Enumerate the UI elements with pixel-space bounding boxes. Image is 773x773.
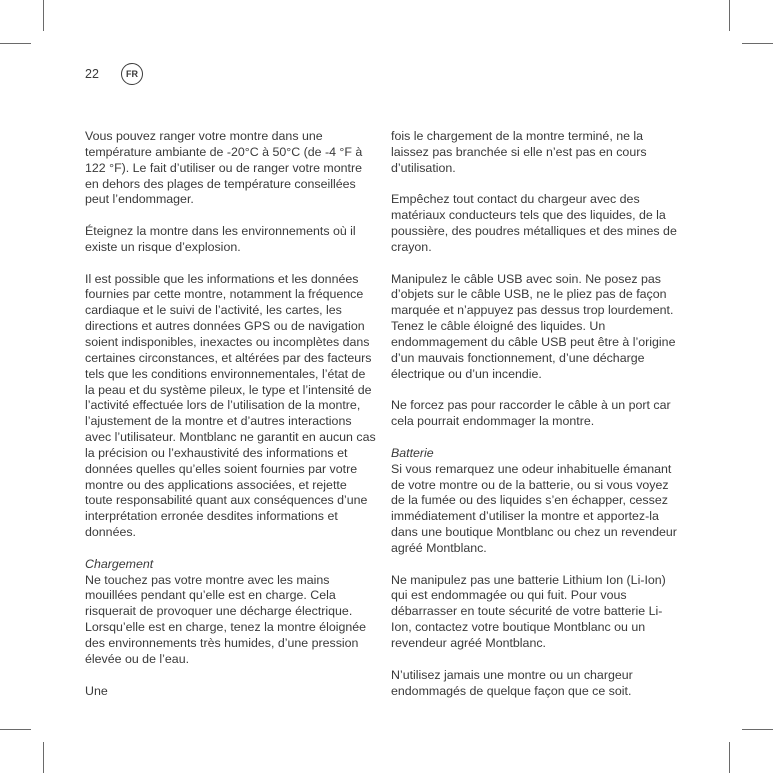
- paragraph: Ne forcez pas pour raccorder le câble à un port car cela pourrait endommager la montre.: [391, 398, 671, 429]
- paragraph: Ne manipulez pas une batterie Lithium Ion (Li-Ion) qui est endommagée ou qui fuit. Pour vous débarrasser en toute sécurité de votre batterie Li-Ion, contactez votre boutique Montblanc ou un revendeur agréé Montblanc.: [391, 572, 666, 650]
- paragraph-continuation: fois le chargement de la montre terminé, ne la laissez pas branchée si elle n’est pas en cours d’utilisation.: [391, 129, 647, 175]
- paragraph: Manipulez le câble USB avec soin. Ne posez pas d’objets sur le câble USB, ne le pliez pas de façon marquée et n’appuyez pas dessus trop lourdement. Tenez le câble éloigné des liquides. Un endommagement du câble USB peut être à l’origine d’un mauvais fonctionnement, d’une décharge électrique ou d’un incendie.: [391, 271, 676, 381]
- page-number: 22: [85, 67, 99, 81]
- paragraph: Ne touchez pas votre montre avec les mains mouillées pendant qu’elle est en charge. Cela risquerait de provoquer une décharge électrique. Lorsqu’elle est en charge, tenez la montre éloignée des environnements très humides, d’une pression élevée ou de l’eau.: [85, 572, 367, 666]
- left-column: [85, 129, 377, 699]
- crop-mark: [742, 43, 773, 44]
- language-badge: FR: [121, 63, 143, 85]
- paragraph: Si vous remarquez une odeur inhabituelle émanant de votre montre ou de la batterie, ou si vous voyez de la fumée ou des liquides s’en échapper, cessez immédiatement d’utiliser la montre et apportez-la dans une boutique Montblanc ou chez un revendeur agréé Montblanc.: [391, 461, 677, 555]
- paragraph-continued: Une: [85, 683, 108, 698]
- paragraph: Il est possible que les informations et les données fournies par cette montre, notamment la fréquence cardiaque et le suivi de l’activité, les cartes, les directions et autres données GPS ou de navigation soient indisponibles, inexactes ou incomplètes dans certaines circonstances, et altérées par des facteurs tels que les conditions environnementales, l’état de la peau et du système pileux, le type et l’intensité de l’activité effectuée lors de l’utilisation de la montre, l’ajustement de la montre et d’autres interactions avec l’utilisateur. Montblanc ne garantit en aucun cas la précision ou l’exhaustivité des informations et données quelles qu’elles soient fournies par votre montre ou des applications associées, et rejette toute responsabilité quant aux conséquences d’une interprétation erronée desdites informations et données.: [85, 271, 376, 540]
- paragraph: Empêchez tout contact du chargeur avec des matériaux conducteurs tels que des liquides, de la poussière, des poudres métalliques et des mines de crayon.: [391, 192, 677, 254]
- paragraph: Éteignez la montre dans les environnements où il existe un risque d’explosion.: [85, 224, 356, 254]
- right-column: [391, 129, 683, 715]
- crop-mark: [43, 742, 44, 773]
- section-heading-charging: Chargement: [85, 556, 154, 571]
- crop-mark: [729, 742, 730, 773]
- paragraph: Vous pouvez ranger votre montre dans une température ambiante de -20°C à 50°C (de -4 °F à 122 °F). Le fait d’utiliser ou de ranger votre montre en dehors des plages de température conseillées peut l’endommager.: [85, 129, 363, 207]
- section-heading-battery: Batterie: [391, 445, 434, 460]
- crop-mark: [43, 0, 44, 31]
- paragraph: N’utilisez jamais une montre ou un chargeur endommagés de quelque façon que ce soit.: [391, 667, 633, 698]
- crop-mark: [0, 729, 31, 730]
- crop-mark: [0, 43, 31, 44]
- crop-mark: [742, 729, 773, 730]
- crop-mark: [729, 0, 730, 31]
